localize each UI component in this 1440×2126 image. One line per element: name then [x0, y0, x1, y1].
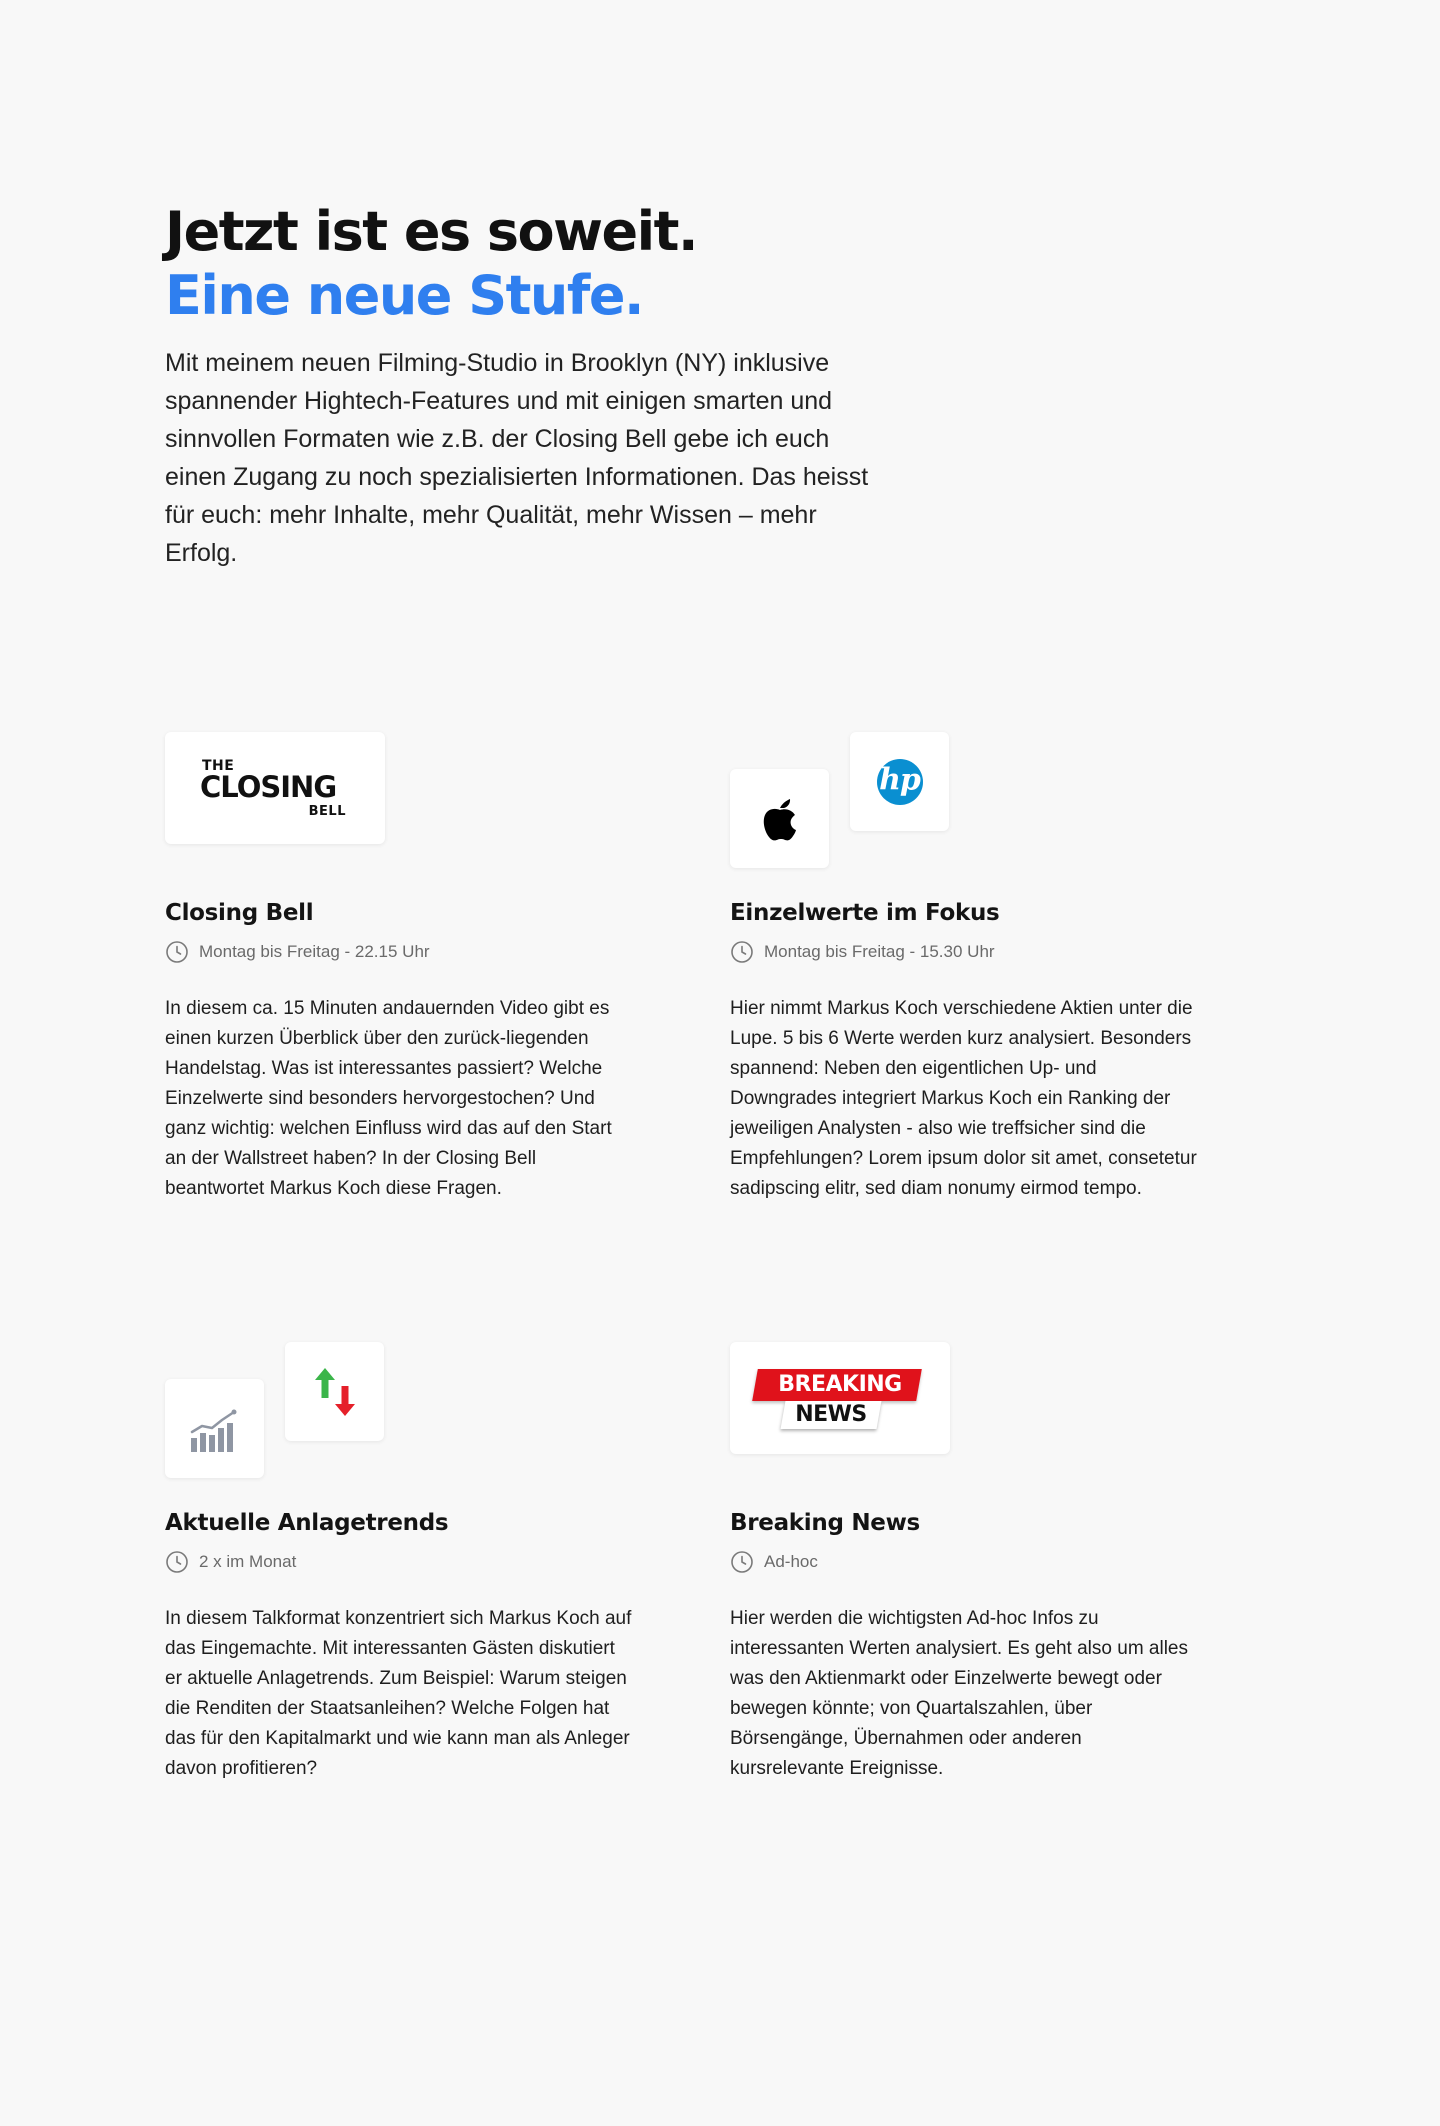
- card-schedule: [165, 940, 430, 964]
- card-logos: [165, 732, 640, 877]
- format-card-anlagetrends: [165, 1342, 640, 1779]
- up-down-arrows-icon: [313, 1366, 357, 1418]
- logo-text-bell: BELL: [308, 804, 346, 819]
- schedule-text: Montag bis Freitag - 15.30 Uhr: [764, 942, 995, 961]
- format-card-einzelwerte: [730, 732, 1205, 1199]
- schedule-text: 2 x im Monat: [199, 1552, 297, 1571]
- card-schedule: [730, 1550, 818, 1574]
- card-logos: [165, 1342, 640, 1487]
- schedule-text: Montag bis Freitag - 22.15 Uhr: [199, 942, 430, 961]
- hero-section: [165, 200, 885, 572]
- card-description: Hier werden die wichtigsten Ad-hoc Infos zu interessanten Werten analysiert. Es geht also um alles was den Aktienmarkt oder Einzelwerte bewegt oder bewegen könnte; von Quartalszahlen, über Börsengänge, Übernahmen oder anderen kursrelevante Ereignisse.: [730, 1608, 1188, 1779]
- logo-text-news: NEWS: [795, 1402, 867, 1427]
- headline-line-2: Eine neue Stufe.: [165, 264, 643, 327]
- schedule-text: Ad-hoc: [764, 1552, 818, 1571]
- card-description: In diesem Talkformat konzentriert sich Markus Koch auf das Eingemachte. Mit interessanten Gästen diskutiert er aktuelle Anlagetrends. Zum Beispiel: Warum steigen die Renditen der Staatsanleihen? Welche Folgen hat das für den Kapitalmarkt und wie kann man als Anleger davon profitieren?: [165, 1608, 632, 1779]
- card-schedule: [730, 940, 995, 964]
- chart-logo-box: [165, 1379, 264, 1478]
- clock-icon: [730, 1550, 754, 1574]
- card-logos: [730, 732, 1205, 877]
- apple-logo-box: [730, 769, 829, 868]
- card-title: Breaking News: [730, 1510, 920, 1536]
- card-description: In diesem ca. 15 Minuten andauernden Video gibt es einen kurzen Überblick über den zurück-liegenden Handelstag. Was ist interessantes passiert? Welche Einzelwerte sind besonders hervorgestochen? Und ganz wichtig: welchen Einfluss wird das auf den Start an der Wallstreet haben? In der Closing Bell beantwortet Markus Koch diese Fragen.: [165, 998, 612, 1199]
- bar-chart-icon: [188, 1404, 242, 1454]
- card-title: Einzelwerte im Fokus: [730, 900, 1000, 926]
- card-title: Closing Bell: [165, 900, 314, 926]
- format-card-closing-bell: [165, 732, 640, 1199]
- hero-headline: [165, 200, 885, 328]
- breaking-news-logo: [730, 1342, 950, 1454]
- card-logos: [730, 1342, 1205, 1487]
- hp-logo-text: hp: [879, 761, 920, 797]
- apple-logo-icon: [759, 795, 801, 843]
- card-schedule: [165, 1550, 296, 1574]
- card-description: Hier nimmt Markus Koch verschiedene Aktien unter die Lupe. 5 bis 6 Werte werden kurz analysiert. Besonders spannend: Neben den eigentlichen Up- und Downgrades integriert Markus Koch ein Ranking der jeweiligen Analysten - also wie treffsicher sind die Empfehlungen? Lorem ipsum dolor sit amet, consetetur sadipscing elitr, sed diam nonumy eirmod tempo.: [730, 998, 1197, 1199]
- format-card-breaking-news: [730, 1342, 1205, 1779]
- logo-text-the: THE: [202, 758, 235, 774]
- closing-bell-logo: [165, 732, 385, 844]
- clock-icon: [730, 940, 754, 964]
- logo-text-closing: CLOSING: [200, 770, 337, 804]
- arrows-logo-box: [285, 1342, 384, 1441]
- hero-intro-text: Mit meinem neuen Filming-Studio in Brooklyn (NY) inklusive spannender Hightech-Features und mit einigen smarten und sinnvollen Formaten wie z.B. der Closing Bell gebe ich euch einen Zugang zu noch spezialisierten Informationen. Das heisst für euch: mehr Inhalte, mehr Qualität, mehr Wissen – mehr Erfolg.: [165, 349, 869, 567]
- headline-line-1: Jetzt ist es soweit.: [165, 200, 697, 263]
- hp-logo-box: [850, 732, 949, 831]
- card-title: Aktuelle Anlagetrends: [165, 1510, 449, 1536]
- clock-icon: [165, 1550, 189, 1574]
- clock-icon: [165, 940, 189, 964]
- logo-text-breaking: BREAKING: [778, 1372, 902, 1397]
